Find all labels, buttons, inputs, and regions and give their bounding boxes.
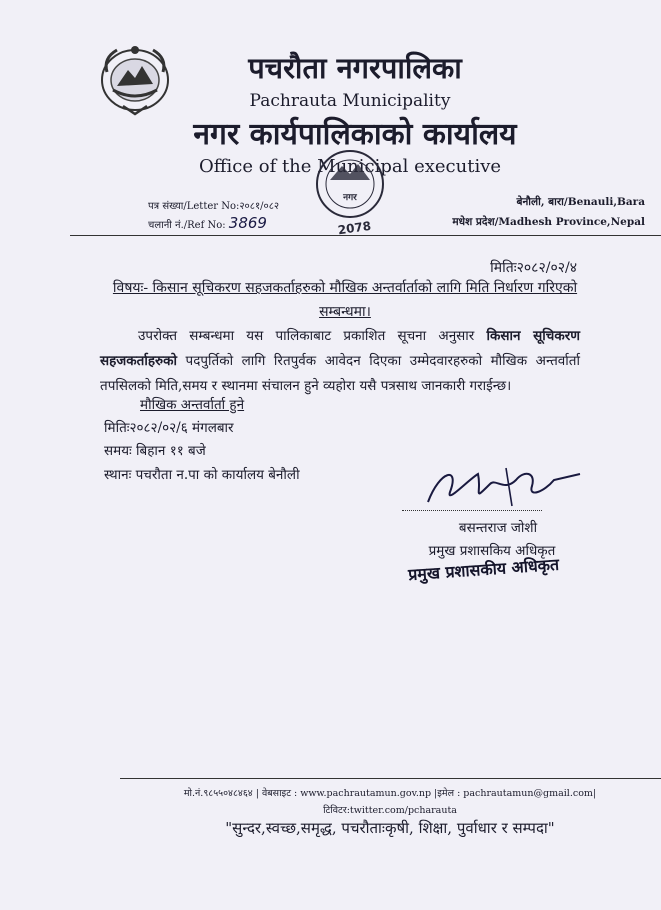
signature-line xyxy=(402,510,542,511)
address-line-2: मधेश प्रदेश/Madhesh Province,Nepal xyxy=(452,216,645,228)
ref-number-label: चलानी नं./Ref No: xyxy=(148,220,226,231)
handwritten-signature xyxy=(420,462,590,514)
letter-subject xyxy=(100,276,590,324)
address-block xyxy=(452,192,645,232)
letter-number: पत्र संख्या/Letter No:२०८१/०८२ xyxy=(148,201,280,212)
interview-date: मितिः२०८२/०२/६ मंगलबार xyxy=(104,420,234,436)
footer-slogan: "सुन्दर,स्वच्छ,समृद्ध, पचरौताःकृषी, शिक्षा, पुर्वाधार र सम्पदा" xyxy=(225,819,555,837)
municipality-name-nepali: पचरौता नगरपालिका xyxy=(248,51,462,85)
header-divider xyxy=(70,235,661,236)
municipality-name-english: Pachrauta Municipality xyxy=(249,91,451,111)
interview-time: समयः बिहान ११ बजे xyxy=(104,443,206,459)
letter-body xyxy=(100,324,580,399)
ref-number-row xyxy=(148,215,279,234)
signer-name: बसन्तराज जोशी xyxy=(458,520,538,536)
address-line-1: बेनौली, बारा/Benauli,Bara xyxy=(516,196,645,208)
footer-twitter: टिविटर:twitter.com/pcharauta xyxy=(323,805,457,816)
signer-designation: प्रमुख प्रशासकिय अधिकृत xyxy=(428,543,556,559)
reference-block xyxy=(148,198,279,234)
body-text-part-2: पदपुर्तिको लागि रितपुर्वक आवेदन दिएका उम्मेदवारहरुको मौखिक अन्तर्वार्ता तपसिलको मिति,समय र स्थानमा संचालन हुने व्यहोरा यसै पत्रसाथ जानकारी गराईन्छ। xyxy=(100,353,580,394)
ref-number-handwritten: 3869 xyxy=(228,214,267,232)
subject-line-1: विषयः- किसान सूचिकरण सहजकर्ताहरुको मौखिक अन्तर्वार्ताको लागि मिति निर्धारण गरिएको xyxy=(112,280,578,296)
nepal-emblem-logo xyxy=(95,40,175,118)
footer-contact: मो.नं.९८५५०४८४६४ | वेबसाइट : www.pachrautamun.gov.np |इमेल : pachrautamun@gmail.com| xyxy=(183,788,597,799)
stamp-number: 2078 xyxy=(336,218,372,238)
subject-line-2: सम्बन्धमा। xyxy=(319,304,371,320)
svg-text:नगर: नगर xyxy=(343,193,357,203)
office-seal-stamp xyxy=(300,140,400,240)
interview-heading: मौखिक अन्तर्वार्ता हुने xyxy=(140,397,245,413)
body-text-part-1: उपरोक्त सम्बन्धमा यस पालिकाबाट प्रकाशित सूचना अनुसार xyxy=(138,328,487,344)
body-text-bold: किसान सूचिकरण सहजकर्ताहरुको xyxy=(100,328,580,369)
designation-stamp: प्रमुख प्रशासकीय अधिकृत xyxy=(407,554,560,585)
interview-place: स्थानः पचरौता न.पा को कार्यालय बेनौली xyxy=(104,467,300,483)
letter-date: मितिः२०८२/०२/४ xyxy=(490,260,577,276)
footer-divider xyxy=(120,778,661,779)
office-title-nepali: नगर कार्यपालिकाको कार्यालय xyxy=(193,117,517,152)
office-title-english: Office of the Municipal executive xyxy=(198,156,502,177)
